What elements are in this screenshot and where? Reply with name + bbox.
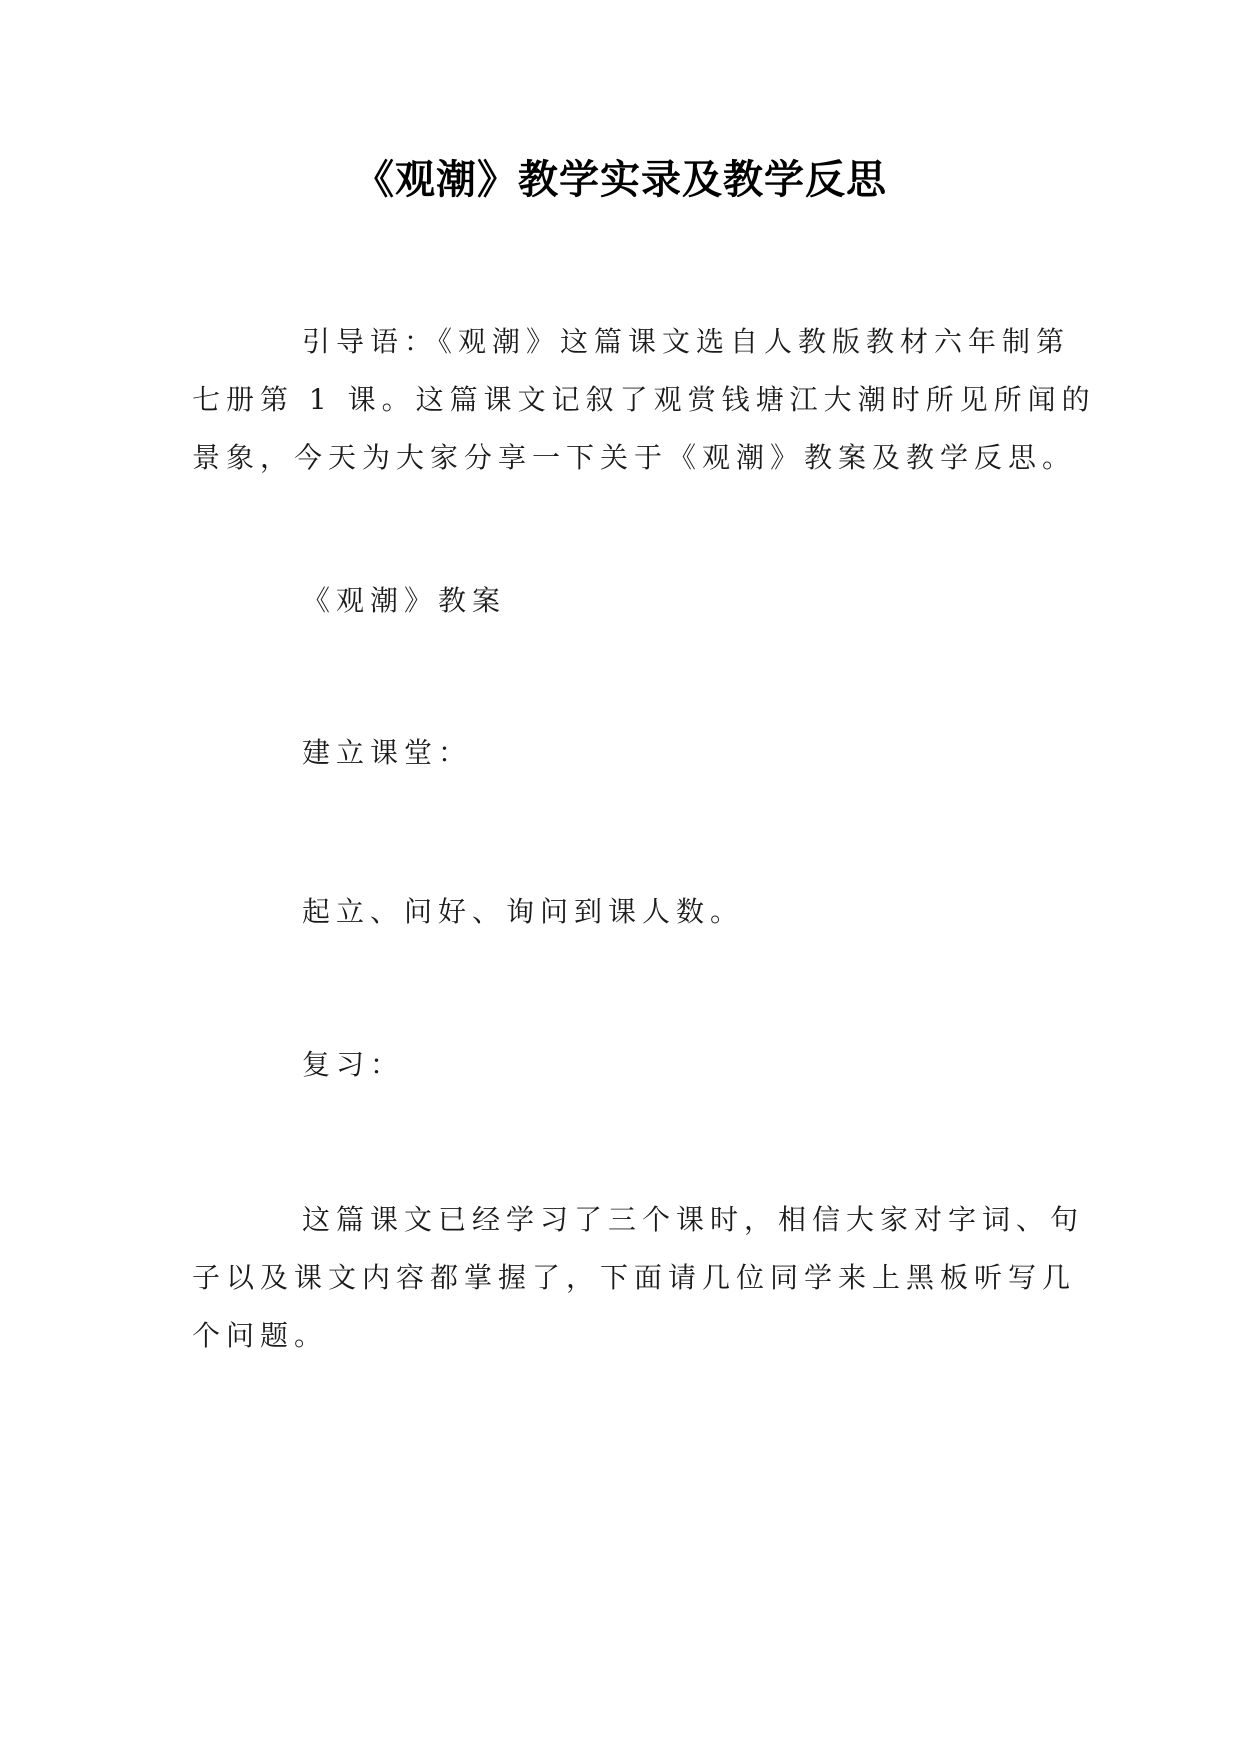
review-paragraph xyxy=(192,1191,1085,1365)
section-heading: 《观潮》教案 xyxy=(302,584,507,617)
intro-paragraph xyxy=(192,313,1096,487)
step2-heading: 复习： xyxy=(302,1048,405,1081)
intro-line-2: 七册第 1 课。这篇课文记叙了观赏钱塘江大潮时所见所闻的 xyxy=(192,383,1096,416)
step1-heading: 建立课堂： xyxy=(302,736,473,769)
intro-line-1: 引导语：《观潮》这篇课文选自人教版教材六年制第 xyxy=(302,325,1071,358)
step1-text: 起立、问好、询问到课人数。 xyxy=(302,895,745,928)
intro-line-3: 景象，今天为大家分享一下关于《观潮》教案及教学反思。 xyxy=(192,441,1077,474)
review-line-3: 个问题。 xyxy=(192,1319,329,1352)
review-line-2: 子以及课文内容都掌握了，下面请几位同学来上黑板听写几 xyxy=(192,1261,1077,1294)
review-line-1: 这篇课文已经学习了三个课时，相信大家对字词、句 xyxy=(302,1203,1085,1236)
document-title: 《观潮》教学实录及教学反思 xyxy=(354,156,887,203)
